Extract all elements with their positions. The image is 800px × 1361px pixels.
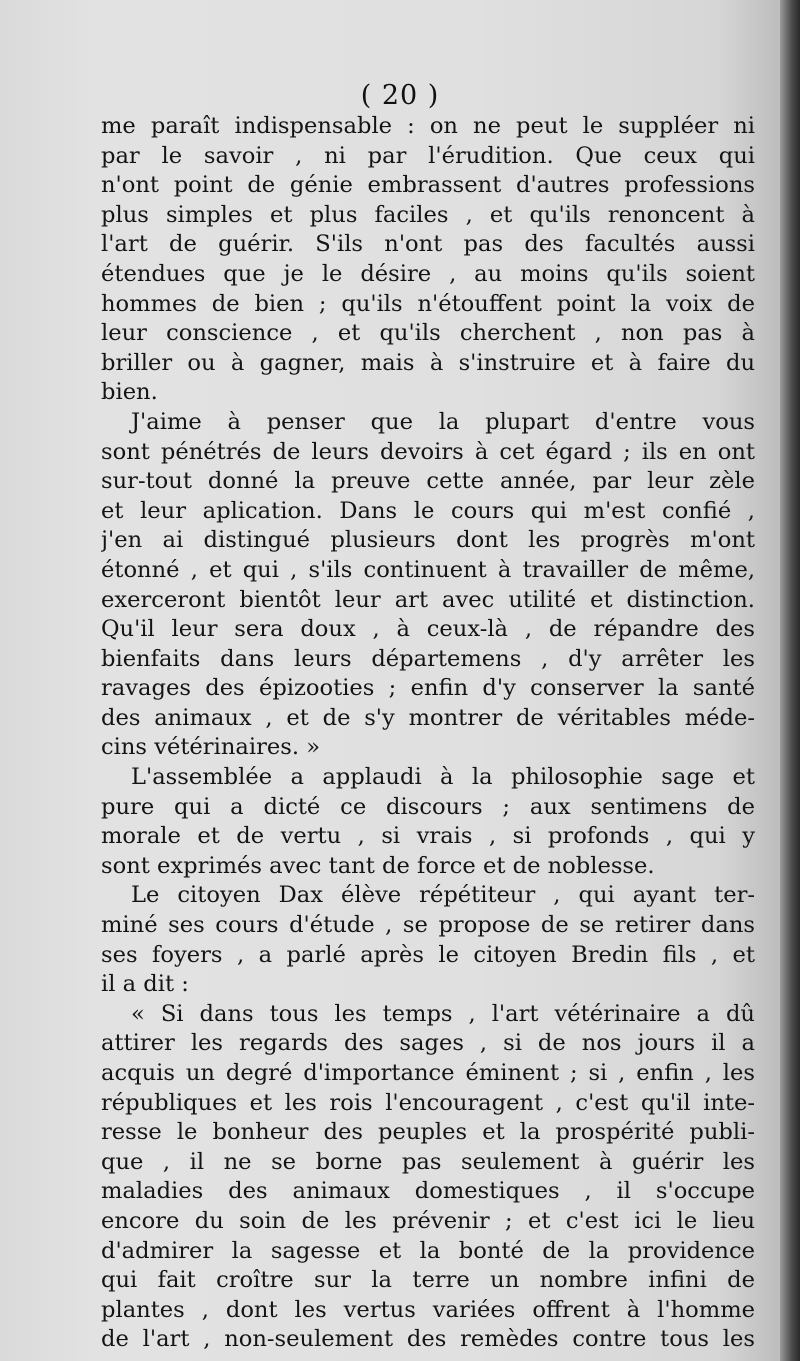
- text-line: sont pénétrés de leurs devoirs à cet égard ; ils en ont: [101, 438, 755, 465]
- text-line: il a dit :: [101, 971, 189, 998]
- text-line: pure qui a dicté ce discours ; aux sentimens de: [101, 793, 755, 820]
- text-line: de l'art , non-seulement des remèdes contre tous les: [101, 1326, 755, 1353]
- text-line: étendues que je le désire , au moins qu'ils soient: [101, 260, 755, 287]
- text-line: miné ses cours d'étude , se propose de se retirer dans: [101, 912, 755, 939]
- text-line: des animaux , et de s'y montrer de véritables méde-: [101, 704, 755, 731]
- book-gutter-shadow: [780, 0, 800, 1361]
- text-line: plus simples et plus faciles , et qu'ils renoncent à: [101, 201, 755, 228]
- text-line: exerceront bientôt leur art avec utilité et distinction.: [101, 586, 755, 613]
- text-line: sur-tout donné la preuve cette année, par leur zèle: [101, 468, 755, 495]
- page-number: ( 20 ): [360, 80, 440, 111]
- text-line: acquis un degré d'importance éminent ; si , enfin , les: [101, 1060, 755, 1086]
- text-line: étonné , et qui , s'ils continuent à travailler de même,: [101, 556, 755, 583]
- text-line: Qu'il leur sera doux , à ceux-là , de répandre des: [101, 616, 755, 643]
- text-line: briller ou à gagner, mais à s'instruire et à faire du: [101, 349, 755, 376]
- text-line: ravages des épizooties ; enfin d'y conserver la santé: [101, 675, 755, 702]
- text-line: cins vétérinaires. »: [101, 734, 321, 761]
- text-line: maladies des animaux domestiques , il s'occupe: [101, 1178, 755, 1205]
- text-line: plantes , dont les vertus variées offrent à l'homme: [101, 1296, 755, 1323]
- text-line: j'en ai distingué plusieurs dont les progrès m'ont: [101, 527, 755, 554]
- text-line: J'aime à penser que la plupart d'entre vous: [131, 408, 755, 435]
- text-line: L'assemblée a applaudi à la philosophie sage et: [131, 764, 755, 791]
- text-line: resse le bonheur des peuples et la prospérité publi-: [101, 1119, 755, 1146]
- text-line: l'art de guérir. S'ils n'ont pas des facultés aussi: [101, 231, 755, 258]
- text-line: et leur aplication. Dans le cours qui m'est confié ,: [101, 497, 755, 524]
- text-line: qui fait croître sur la terre un nombre infini de: [101, 1267, 755, 1294]
- text-line: morale et de vertu , si vrais , si profonds , qui y: [101, 823, 755, 850]
- text-line: républiques et les rois l'encouragent , c'est qu'il inte-: [101, 1089, 755, 1116]
- text-line: par le savoir , ni par l'érudition. Que ceux qui: [101, 142, 755, 169]
- text-line: hommes de bien ; qu'ils n'étouffent point la voix de: [101, 290, 755, 317]
- text-line: encore du soin de les prévenir ; et c'est ici le lieu: [101, 1207, 755, 1234]
- body-text: [101, 112, 755, 1355]
- text-line: d'admirer la sagesse et la bonté de la providence: [101, 1237, 755, 1264]
- text-line: bienfaits dans leurs départemens , d'y arrêter les: [101, 645, 755, 672]
- text-line: me paraît indispensable : on ne peut le suppléer ni: [101, 113, 755, 139]
- text-line: « Si dans tous les temps , l'art vétérinaire a dû: [131, 1000, 755, 1027]
- text-line: ses foyers , a parlé après le citoyen Bredin fils , et: [101, 941, 755, 968]
- text-line: attirer les regards des sages , si de nos jours il a: [101, 1030, 755, 1057]
- text-line: sont exprimés avec tant de force et de noblesse.: [101, 852, 655, 879]
- text-line: n'ont point de génie embrassent d'autres professions: [101, 172, 755, 199]
- text-line: que , il ne se borne pas seulement à guérir les: [101, 1148, 755, 1175]
- text-line: bien.: [101, 379, 158, 406]
- text-line: leur conscience , et qu'ils cherchent , non pas à: [101, 320, 755, 347]
- text-line: Le citoyen Dax élève répétiteur , qui ayant ter-: [131, 882, 755, 909]
